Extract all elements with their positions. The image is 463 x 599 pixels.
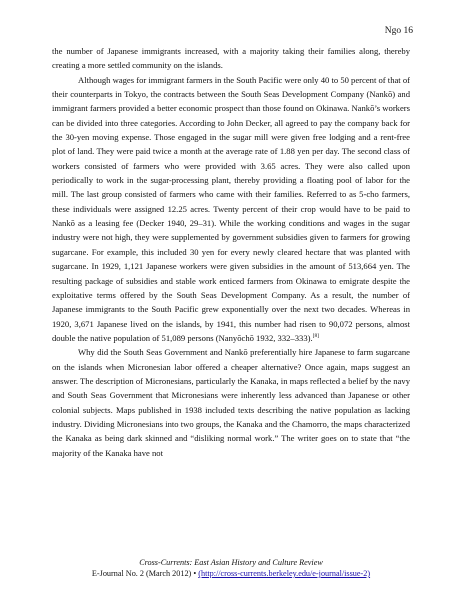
paragraph-wages-text: Although wages for immigrant farmers in the South Pacific were only 40 to 50 percent of that of their counterparts in Tokyo, the contracts between the South Seas Development Company (Nankō) and immigrant farmers provided a better economic prospect than those found on Okinawa. Nankō’s workers can be divided into three categories. According to John Decker, all agreed to pay the company back for the 30-yen moving expense. Those engaged in the sugar mill were given free lodging and a rent-free plot of land. They were paid twice a month at the average rate of 1.88 yen per day. The second class of workers consisted of farmers who were provided with 3.65 acres. They were also called upon periodically to work in the sugar-processing plant, thereby providing a floating pool of labor for the mill. The last group consisted of farmers who came with their families. Referred to as 5-cho farmers, these individuals were assigned 12.25 acres. Twenty percent of their crop would have to be paid to Nankō as a leasing fee (Decker 1940, 29–31). While the working conditions and wages in the sugar industry were not high, they were supplemented by government subsidies given to farmers for growing sugarcane. For example, this included 30 yen for every newly cleared hectare that was planted with sugarcane. In 1929, 1,121 Japanese workers were given subsidies in the amount of 513,664 yen. The resulting package of subsidies and stable work enticed farmers from Okinawa to emigrate despite the exploitative terms offered by the South Seas Development Company. As a result, the number of Japanese immigrants to the South Pacific grew exponentially over the next two decades. Whereas in 1920, 3,671 Japanese lived on the islands, by 1941, this number had risen to 90,072 persons, almost double the native population of 51,089 persons (Nanyōchō 1932, 332–333). <box>52 74 410 343</box>
paragraph-wages <box>52 73 410 346</box>
page-footer <box>52 557 410 579</box>
page-number-header: Ngo 16 <box>384 26 413 36</box>
footnote-marker[interactable]: [8] <box>312 333 320 340</box>
footer-issue-line <box>52 568 410 579</box>
footer-journal-title: Cross-Currents: East Asian History and Culture Review <box>139 558 323 567</box>
footer-issue-text: E-Journal No. 2 (March 2012) • <box>91 569 197 578</box>
paragraph-continuation: the number of Japanese immigrants increased, with a majority taking their families along, thereby creating a more settled community on the islands. <box>52 46 410 71</box>
body-text <box>52 44 410 460</box>
footer-issue-link[interactable]: (http://cross-currents.berkeley.edu/e-journal/issue-2) <box>198 569 371 578</box>
paragraph-micronesian-labor: Why did the South Seas Government and Nankō preferentially hire Japanese to farm sugarcane on the islands when Micronesian labor offered a cheaper alternative? Once again, maps suggest an answer. The description of Micronesians, particularly the Kanaka, in maps reflected a belief by the navy and South Seas Government that Micronesians were inherently less advanced than Japanese or other colonial subjects. Maps published in 1938 included texts describing the native population as lacking industry. Dividing Micronesians into two groups, the Kanaka and the Chamorro, the maps characterized the Kanaka as being dark skinned and “disliking normal work.” The writer goes on to state that “the majority of the Kanaka have not <box>52 347 410 458</box>
